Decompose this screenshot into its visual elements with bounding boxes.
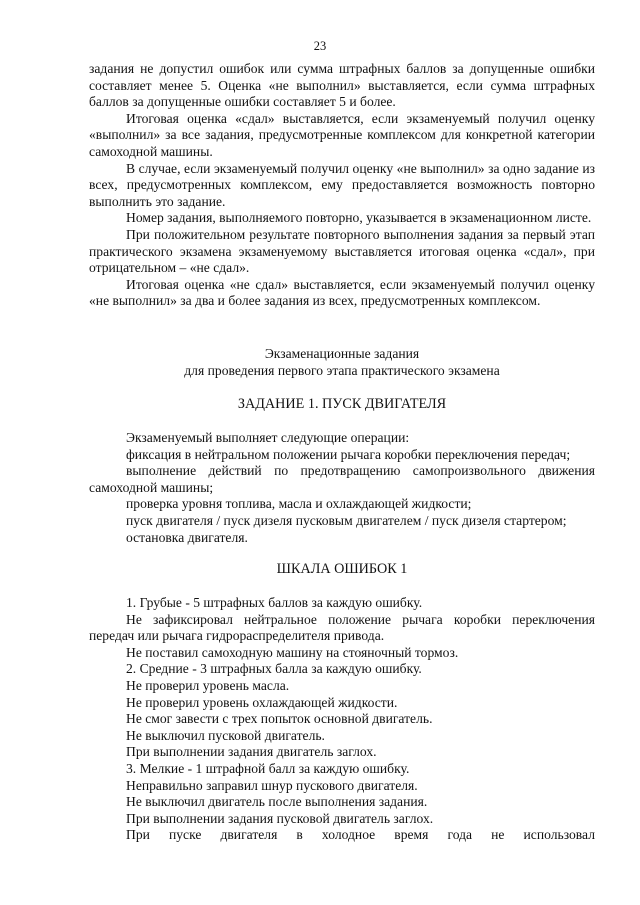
- word: двигателя: [220, 827, 278, 842]
- list-item: Неправильно заправил шнур пускового двигателя.: [126, 777, 418, 793]
- errors-list: [89, 595, 595, 827]
- list-item: Не проверил уровень охлаждающей жидкости.: [126, 694, 398, 710]
- list-item: пуск двигателя / пуск дизеля пусковым двигателем / пуск дизеля стартером;: [126, 512, 567, 528]
- paragraph: Номер задания, выполняемого повторно, указывается в экзаменационном листе.: [126, 210, 592, 226]
- paragraph: В случае, если экзаменуемый получил оценку «не выполнил» за одно задание из всех, предусмотренных комплексом, ему предоставляется возможность повторно выполнить это задание.: [89, 160, 595, 209]
- word: время: [394, 827, 429, 842]
- spread-line: [89, 827, 595, 844]
- list-item: При выполнении задания пусковой двигатель заглох.: [126, 810, 434, 826]
- word: пуске: [168, 827, 202, 842]
- list-item: остановка двигателя.: [126, 529, 248, 545]
- list-item: проверка уровня топлива, масла и охлаждающей жидкости;: [126, 496, 472, 512]
- paragraph: задания не допустил ошибок или сумма штрафных баллов за допущенные ошибки составляет менее 5. Оценка «не выполнил» выставляется, если сумма штрафных баллов за допущенные ошибки составляет 5 и более.: [89, 61, 595, 110]
- paragraph: Итоговая оценка «не сдал» выставляется, если экзаменуемый получил оценку «не выполнил» за два и более задания из всех, предусмотренных комплексом.: [89, 276, 595, 309]
- list-item: фиксация в нейтральном положении рычага коробки переключения передач;: [126, 446, 571, 462]
- word: в: [296, 827, 303, 842]
- last-line: [89, 827, 595, 844]
- word: При: [126, 827, 150, 842]
- list-item: Не зафиксировал нейтральное положение рычага коробки переключения передач или рычага гидрораспределителя привода.: [89, 611, 595, 644]
- list-item: 2. Средние - 3 штрафных балла за каждую ошибку.: [126, 661, 422, 677]
- intro-text: [89, 61, 595, 310]
- list-item: Не смог завести с трех попыток основной двигатель.: [126, 711, 433, 727]
- page-number: 23: [313, 39, 327, 53]
- list-item: Не выключил двигатель после выполнения задания.: [126, 794, 428, 810]
- word: холодное: [321, 827, 376, 842]
- list-item: 3. Мелкие - 1 штрафной балл за каждую ошибку.: [126, 760, 410, 776]
- list-item: При выполнении задания двигатель заглох.: [126, 744, 377, 760]
- paragraph: Итоговая оценка «сдал» выставляется, если экзаменуемый получил оценку «выполнил» за все задания, предусмотренные комплексом для конкретной категории самоходной машины.: [89, 110, 595, 159]
- task-heading: ЗАДАНИЕ 1. ПУСК ДВИГАТЕЛЯ: [237, 396, 447, 412]
- section-title: [89, 346, 595, 379]
- section-title-line: Экзаменационные задания: [264, 346, 420, 361]
- section-title-line: для проведения первого этапа практического экзамена: [184, 362, 500, 378]
- word: года: [447, 827, 473, 842]
- errors-heading: ШКАЛА ОШИБОК 1: [276, 561, 408, 577]
- list-item: выполнение действий по предотвращению самопроизвольного движения самоходной машины;: [89, 463, 595, 495]
- word: использовал: [523, 827, 595, 842]
- word: не: [491, 827, 505, 842]
- list-item: Экзаменуемый выполняет следующие операции:: [126, 430, 410, 445]
- list-item: Не проверил уровень масла.: [126, 677, 290, 693]
- list-item: Не поставил самоходную машину на стояночный тормоз.: [126, 644, 459, 660]
- list-item: 1. Грубые - 5 штрафных баллов за каждую ошибку.: [126, 595, 423, 610]
- paragraph: При положительном результате повторного выполнения задания за первый этап практического экзамена экзаменуемому выставляется итоговая оценка «сдал», при отрицательном – «не сдал».: [89, 226, 595, 276]
- operations-list: [89, 430, 595, 546]
- list-item: Не выключил пусковой двигатель.: [126, 727, 325, 743]
